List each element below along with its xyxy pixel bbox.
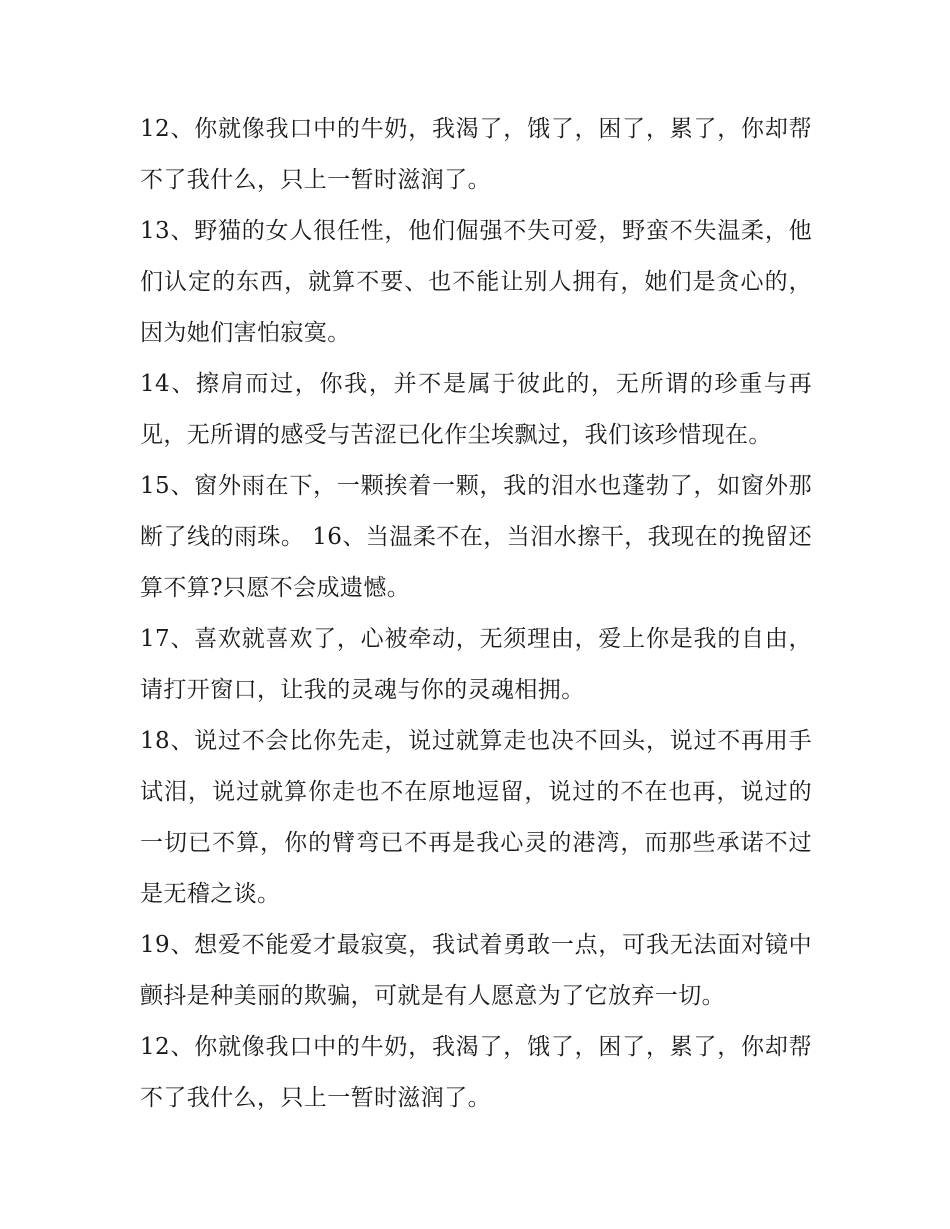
paragraph-12-repeat: 12、你就像我口中的牛奶，我渴了，饿了，困了，累了，你却帮不了我什么，只上一暂时滋润了。 [140, 1034, 812, 1111]
paragraph-13: 13、野猫的女人很任性，他们倔强不失可爱，野蛮不失温柔，他们认定的东西，就算不要、也不能让别人拥有，她们是贪心的，因为她们害怕寂寞。 [140, 218, 812, 346]
paragraph-15-16: 15、窗外雨在下，一颗挨着一颗，我的泪水也蓬勃了，如窗外那断了线的雨珠。 16、当温柔不在，当泪水擦干，我现在的挽留还算不算?只愿不会成遗憾。 [140, 473, 812, 601]
paragraph-14: 14、擦肩而过，你我，并不是属于彼此的，无所谓的珍重与再见，无所谓的感受与苦涩已化作尘埃飘过，我们该珍惜现在。 [140, 371, 812, 448]
paragraph-12: 12、你就像我口中的牛奶，我渴了，饿了，困了，累了，你却帮不了我什么，只上一暂时滋润了。 [140, 116, 812, 193]
paragraph-19: 19、想爱不能爱才最寂寞，我试着勇敢一点，可我无法面对镜中颤抖是种美丽的欺骗，可就是有人愿意为了它放弃一切。 [140, 932, 812, 1009]
paragraph-17: 17、喜欢就喜欢了，心被牵动，无须理由，爱上你是我的自由，请打开窗口，让我的灵魂与你的灵魂相拥。 [140, 626, 812, 703]
document-body [140, 104, 812, 1124]
paragraph-18: 18、说过不会比你先走，说过就算走也决不回头，说过不再用手试泪，说过就算你走也不在原地逗留，说过的不在也再，说过的一切已不算，你的臂弯已不再是我心灵的港湾，而那些承诺不过是无稽之谈。 [140, 728, 812, 907]
